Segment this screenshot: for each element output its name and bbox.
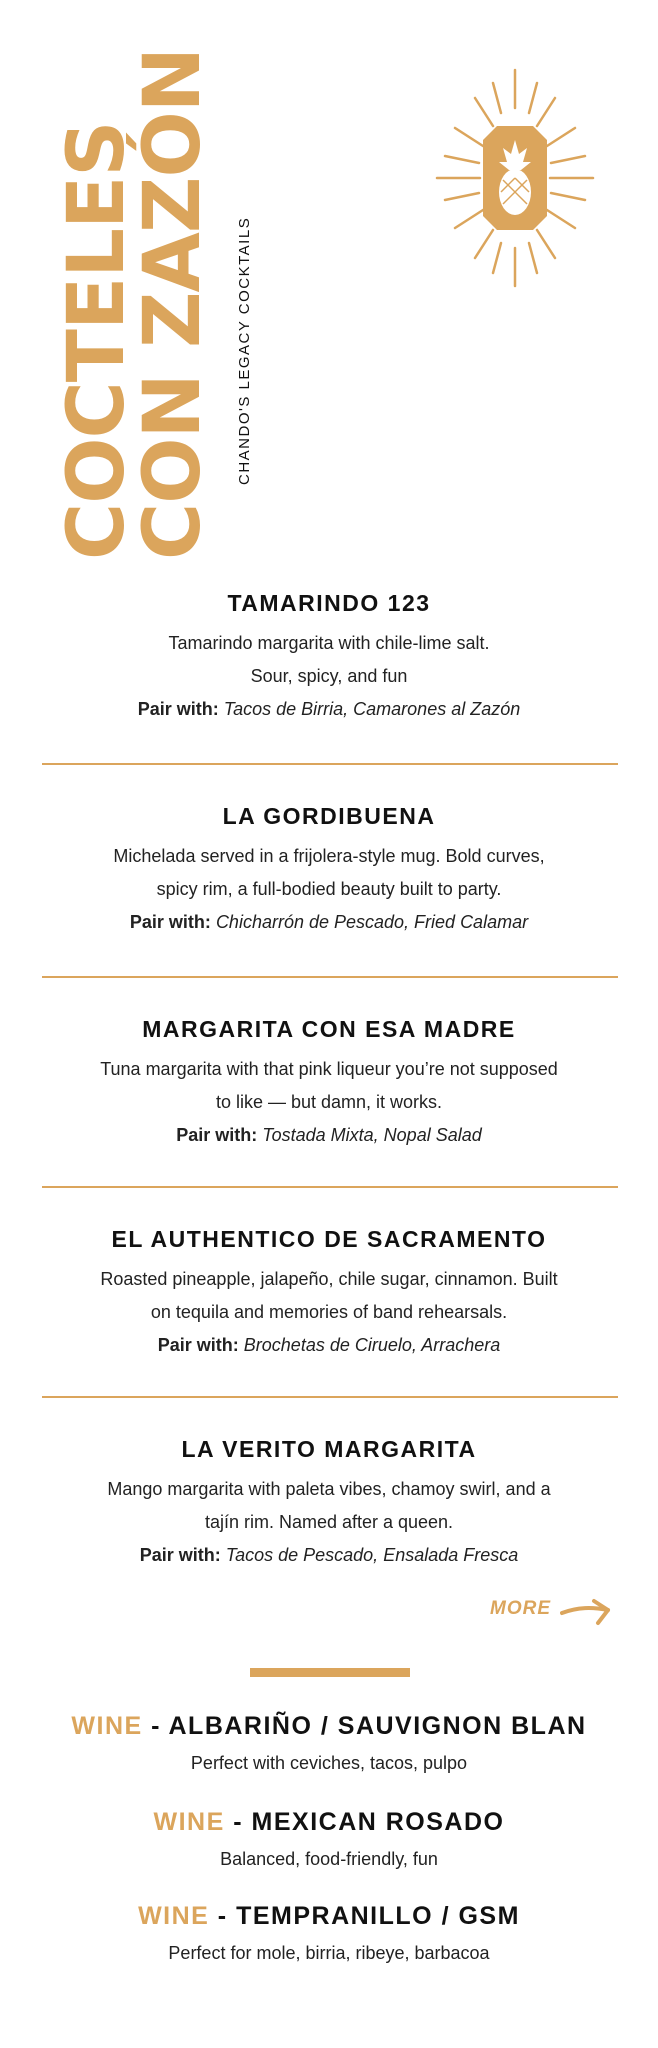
wine-label: WINE: [138, 1902, 210, 1930]
menu-title: [52, 47, 218, 560]
pair-label: Pair with:: [129, 912, 211, 932]
cocktail-pairing: [40, 1329, 618, 1362]
wine-heading: [0, 1808, 658, 1837]
cocktail-item: [40, 1436, 618, 1572]
menu-title-line2: CON ZAZÓN: [128, 47, 218, 560]
cocktail-description: on tequila and memories of band rehearsals.: [150, 1302, 508, 1322]
wine-description: Perfect for mole, birria, ribeye, barbacoa: [168, 1943, 490, 1963]
wine-separator: -: [209, 1902, 237, 1930]
wine-heading: [0, 1712, 658, 1741]
wine-label: WINE: [71, 1712, 143, 1740]
more-link[interactable]: MORE: [490, 1598, 551, 1619]
pairing-dishes: Tostada Mixta, Nopal Salad: [262, 1125, 482, 1145]
pair-label: Pair with:: [157, 1335, 239, 1355]
cocktail-name: EL AUTHENTICO DE SACRAMENTO: [111, 1226, 547, 1252]
cocktail-pairing: [40, 1119, 618, 1152]
cocktail-pairing: [40, 693, 618, 726]
pineapple-sunburst-icon: [435, 68, 595, 288]
cocktail-description: tajín rim. Named after a queen.: [204, 1512, 454, 1532]
wine-description: Perfect with ceviches, tacos, pulpo: [190, 1753, 468, 1773]
cocktail-description: Tamarindo margarita with chile-lime salt.: [168, 633, 490, 653]
section-divider: [42, 1396, 618, 1398]
cocktail-pairing: [40, 906, 618, 939]
cocktail-description: spicy rim, a full-bodied beauty built to party.: [156, 879, 502, 899]
cocktail-name: LA GORDIBUENA: [222, 803, 436, 829]
pair-label: Pair with:: [139, 1545, 221, 1565]
pairing-dishes: Brochetas de Ciruelo, Arrachera: [243, 1335, 501, 1355]
wine-separator: -: [142, 1712, 169, 1740]
wine-label: WINE: [153, 1808, 225, 1836]
wine-name: ALBARIÑO / SAUVIGNON BLAN: [168, 1712, 587, 1740]
cocktail-item: [40, 1226, 618, 1362]
cocktail-name: MARGARITA CON ESA MADRE: [142, 1016, 516, 1042]
pairing-dishes: Tacos de Pescado, Ensalada Fresca: [225, 1545, 519, 1565]
wine-description: Balanced, food-friendly, fun: [220, 1849, 438, 1869]
wine-item: [0, 1712, 658, 1774]
menu-title-line1: COCTELES: [52, 121, 142, 560]
pair-label: Pair with:: [137, 699, 219, 719]
wine-item: [0, 1808, 658, 1870]
cocktail-item: [40, 803, 618, 939]
menu-subtitle: CHANDO'S LEGACY COCKTAILS: [236, 216, 253, 485]
pair-label: Pair with:: [176, 1125, 258, 1145]
pairing-dishes: Tacos de Birria, Camarones al Zazón: [223, 699, 521, 719]
cocktail-description: Tuna margarita with that pink liqueur you’re not supposed: [100, 1059, 558, 1079]
cocktail-description: Sour, spicy, and fun: [250, 666, 408, 686]
cocktail-description: Mango margarita with paleta vibes, chamoy swirl, and a: [107, 1479, 551, 1499]
wine-separator: -: [224, 1808, 252, 1836]
wine-item: [0, 1902, 658, 1964]
section-divider: [42, 763, 618, 765]
wine-heading: [0, 1902, 658, 1931]
cocktail-description: Michelada served in a frijolera-style mug. Bold curves,: [113, 846, 545, 866]
arrow-right-icon[interactable]: [560, 1597, 612, 1627]
section-divider: [42, 1186, 618, 1188]
cocktail-item: [40, 1016, 618, 1152]
cocktail-description: Roasted pineapple, jalapeño, chile sugar, cinnamon. Built: [100, 1269, 558, 1289]
pairing-dishes: Chicharrón de Pescado, Fried Calamar: [215, 912, 529, 932]
cocktail-item: [40, 590, 618, 726]
wine-name: TEMPRANILLO / GSM: [236, 1902, 520, 1930]
wine-name: MEXICAN ROSADO: [251, 1808, 505, 1836]
cocktail-name: TAMARINDO 123: [227, 590, 431, 616]
cocktail-pairing: [40, 1539, 618, 1572]
cocktail-name: LA VERITO MARGARITA: [181, 1436, 477, 1462]
cocktail-description: to like — but damn, it works.: [215, 1092, 443, 1112]
section-divider: [42, 976, 618, 978]
section-bar: [250, 1668, 410, 1677]
hero-header: [0, 0, 658, 570]
